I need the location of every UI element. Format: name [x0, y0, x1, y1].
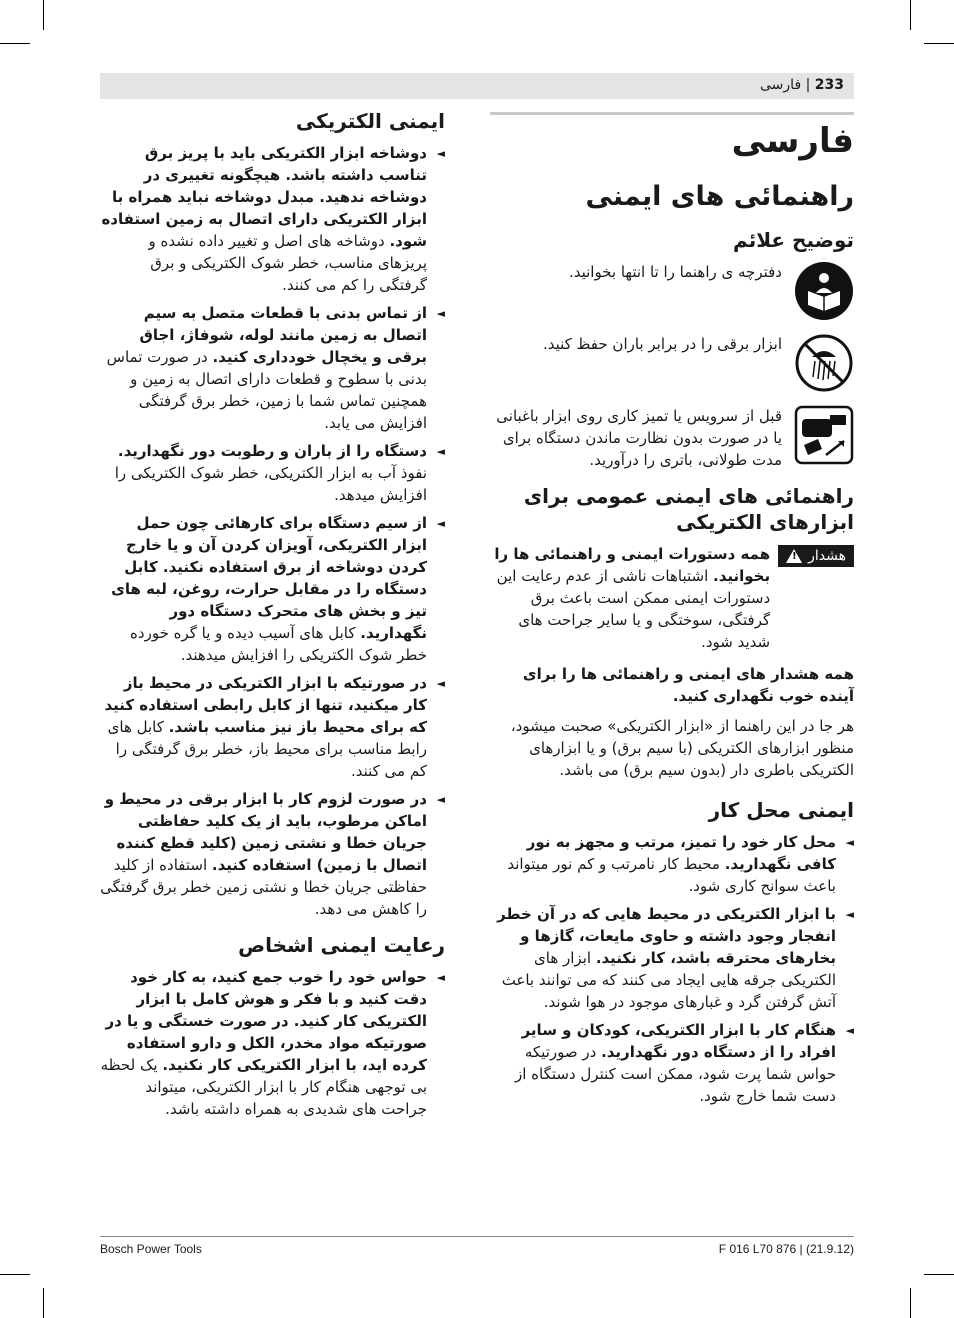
- footer-brand: Bosch Power Tools: [100, 1242, 202, 1256]
- list-item: [490, 831, 854, 897]
- item-text: کابل های رابط مناسب برای محیط باز، خطر برق گرفتگی را کم می کنند.: [107, 718, 427, 780]
- no-rain-icon: [794, 333, 854, 393]
- crop-mark: [43, 1288, 44, 1318]
- symbols-title: توضیح علائم: [733, 228, 854, 252]
- item-bold: از سیم دستگاه برای کارهائی چون حمل ابزار الکتریکی، آویزان کردن آن و یا خارج کردن دوشاخه از برق استفاده نکنید. کابل دستگاه را در مقابل حرارت، روغن، لبه های تیز و بخش های متحرک دستگاه دور نگهدارید.: [111, 514, 427, 642]
- symbol-row: [490, 333, 854, 393]
- list-item: [100, 142, 445, 296]
- item-text: کابل های آسیب دیده و یا گره خورده خطر شوک الکتریکی را افزایش میدهند.: [130, 624, 427, 664]
- list-item: [100, 672, 445, 782]
- page-footer: [100, 1236, 854, 1256]
- symbol-text: دفترچه ی راهنما را تا انتها بخوانید.: [568, 263, 782, 281]
- crop-mark: [910, 0, 911, 30]
- symbol-text: قبل از سرویس یا تمیز کاری روی ابزار باغبانی یا در صورت بدون نظارت ماندن دستگاه برای مدت طولانی، باتری را درآورید.: [496, 407, 782, 469]
- work-area-title: ایمنی محل کار: [708, 798, 854, 822]
- list-item: [490, 903, 854, 1013]
- crop-mark: [0, 43, 30, 44]
- symbol-row: [490, 261, 854, 321]
- list-item: [100, 512, 445, 666]
- item-bold: هنگام کار با ابزار الکتریکی، کودکان و سایر افراد را از دستگاه دور نگهدارید.: [521, 1021, 836, 1061]
- crop-mark: [924, 43, 954, 44]
- item-bold: با ابزار الکتریکی در محیط هایی که در آن خطر انفجار وجود داشته و حاوی مایعات، گازها و بخارهای محترقه باشد، کار نکنید.: [497, 905, 836, 967]
- crop-mark: [910, 1288, 911, 1318]
- term-definition: هر جا در این راهنما از «ابزار الکتریکی» صحبت میشود، منظور ابزارهای الکتریکی (با سیم برق) و یا ابزارهای الکتریکی باطری دار (بدون سیم برق) می باشد.: [510, 717, 854, 779]
- warning-badge: [778, 545, 854, 567]
- list-item: [490, 1019, 854, 1107]
- footer-code: F 016 L70 876 | (21.9.12): [718, 1242, 854, 1256]
- item-bold: در صورتیکه با ابزار الکتریکی در محیط باز کار میکنید، تنها از کابل رابطی استفاده کنید که برای محیط باز نیز مناسب باشد.: [104, 674, 427, 736]
- list-item: [100, 302, 445, 434]
- list-item: [100, 440, 445, 506]
- list-item: [100, 788, 445, 920]
- right-column: [490, 112, 854, 1113]
- item-bold: محل کار خود را تمیز، مرتب و مجهز به نور کافی نگهدارید.: [526, 833, 836, 873]
- item-text: محیط کار نامرتب و کم نور میتواند باعث سوانح کاری شود.: [507, 855, 836, 895]
- item-text: یک لحظه بی توجهی هنگام کار با ابزار الکتریکی، میتواند جراحت های شدیدی به همراه داشته باشد.: [100, 1056, 427, 1118]
- symbol-row: [490, 405, 854, 471]
- title-rule: [490, 112, 854, 115]
- page-header-label: [760, 77, 844, 93]
- item-text: در صورت تماس بدنی با سطوح و قطعات دارای اتصال به زمین و همچنین تماس شما با زمین، خطر برق گرفتگی افزایش می یابد.: [106, 348, 427, 432]
- warning-block: [490, 543, 854, 653]
- item-text: دوشاخه های اصل و تغییر داده نشده و پریزهای مناسب، خطر شوک الکتریکی و برق گرفتگی را کم می کنند.: [148, 232, 427, 294]
- keep-instructions: همه هشدار های ایمنی و راهنمائی ها را برای آینده خوب نگهداری کنید.: [522, 665, 854, 705]
- main-title: راهنمائی های ایمنی: [585, 181, 854, 212]
- symbol-text: ابزار برقی را در برابر باران حفظ کنید.: [542, 335, 782, 353]
- general-safety-title: راهنمائی های ایمنی عمومی برای ابزارهای الکتریکی: [523, 484, 854, 534]
- item-text: نفوذ آب به ابزار الکتریکی، خطر شوک الکتریکی را افزایش میدهد.: [114, 464, 427, 504]
- warning-body: اشتباهات ناشی از عدم رعایت این دستورات ایمنی ممکن است باعث برق گرفتگی، سوختگی و یا سایر جراحت های شدید شود.: [496, 567, 771, 651]
- warning-bold: همه دستورات ایمنی و راهنمائی ها را بخوانید.: [494, 545, 771, 585]
- page-header: [100, 73, 854, 99]
- warning-text: [490, 543, 770, 653]
- crop-mark: [0, 1274, 30, 1275]
- item-text: ابزار های الکتریکی جرقه هایی ایجاد می کنند که می توانند باعث آتش گرفتن گرد و غبارهای موجود در هوا شوند.: [501, 949, 836, 1011]
- header-section: فارسی: [760, 77, 802, 93]
- remove-battery-icon: [794, 405, 854, 465]
- crop-mark: [43, 0, 44, 30]
- warning-triangle-icon: !: [786, 549, 802, 563]
- electrical-safety-title: ایمنی الکتریکی: [295, 109, 445, 133]
- read-manual-icon: [794, 261, 854, 321]
- item-text: در صورتیکه حواس شما پرت شود، ممکن است کنترل دستگاه از دست شما خارج شود.: [514, 1043, 836, 1105]
- crop-mark: [924, 1274, 954, 1275]
- item-bold: از تماس بدنی با قطعات متصل به سیم اتصال به زمین مانند لوله، شوفاژ، اجاق برقی و یخچال خودداری کنید.: [139, 304, 427, 366]
- language-title: فارسی: [731, 121, 854, 161]
- left-column: [100, 108, 445, 1126]
- header-separator: |: [805, 77, 811, 93]
- page-number: 233: [814, 77, 844, 93]
- item-bold: در صورت لزوم کار با ابزار برقی در محیط و اماکن مرطوب، باید از یک کلید حفاظتی جریان خطا و نشتی زمین (کلید قطع کننده اتصال با زمین) استفاده کنید.: [104, 790, 427, 874]
- item-bold: دوشاخه ابزار الکتریکی باید با پریز برق تناسب داشته باشد. هیچگونه تغییری در دوشاخه ندهید. مبدل دوشاخه نباید همراه با ابزار الکتریکی دارای اتصال به زمین استفاده شود.: [101, 144, 427, 250]
- item-bold: حواس خود را خوب جمع کنید، به کار خود دقت کنید و با فکر و هوش کامل با ابزار الکتریکی کار کنید. در صورت خستگی و یا در صورتیکه مواد مخدر، الکل و دارو استفاده کرده اید، با ابزار الکتریکی کار نکنید.: [105, 968, 427, 1074]
- list-item: [100, 966, 445, 1120]
- personal-safety-title: رعایت ایمنی اشخاص: [238, 933, 445, 957]
- item-text: استفاده از کلید حفاظتی جریان خطا و نشتی زمین خطر برق گرفتگی را کاهش می دهد.: [100, 856, 427, 918]
- item-bold: دستگاه را از باران و رطوبت دور نگهدارید.: [117, 442, 427, 460]
- warning-label: هشدار: [808, 548, 846, 564]
